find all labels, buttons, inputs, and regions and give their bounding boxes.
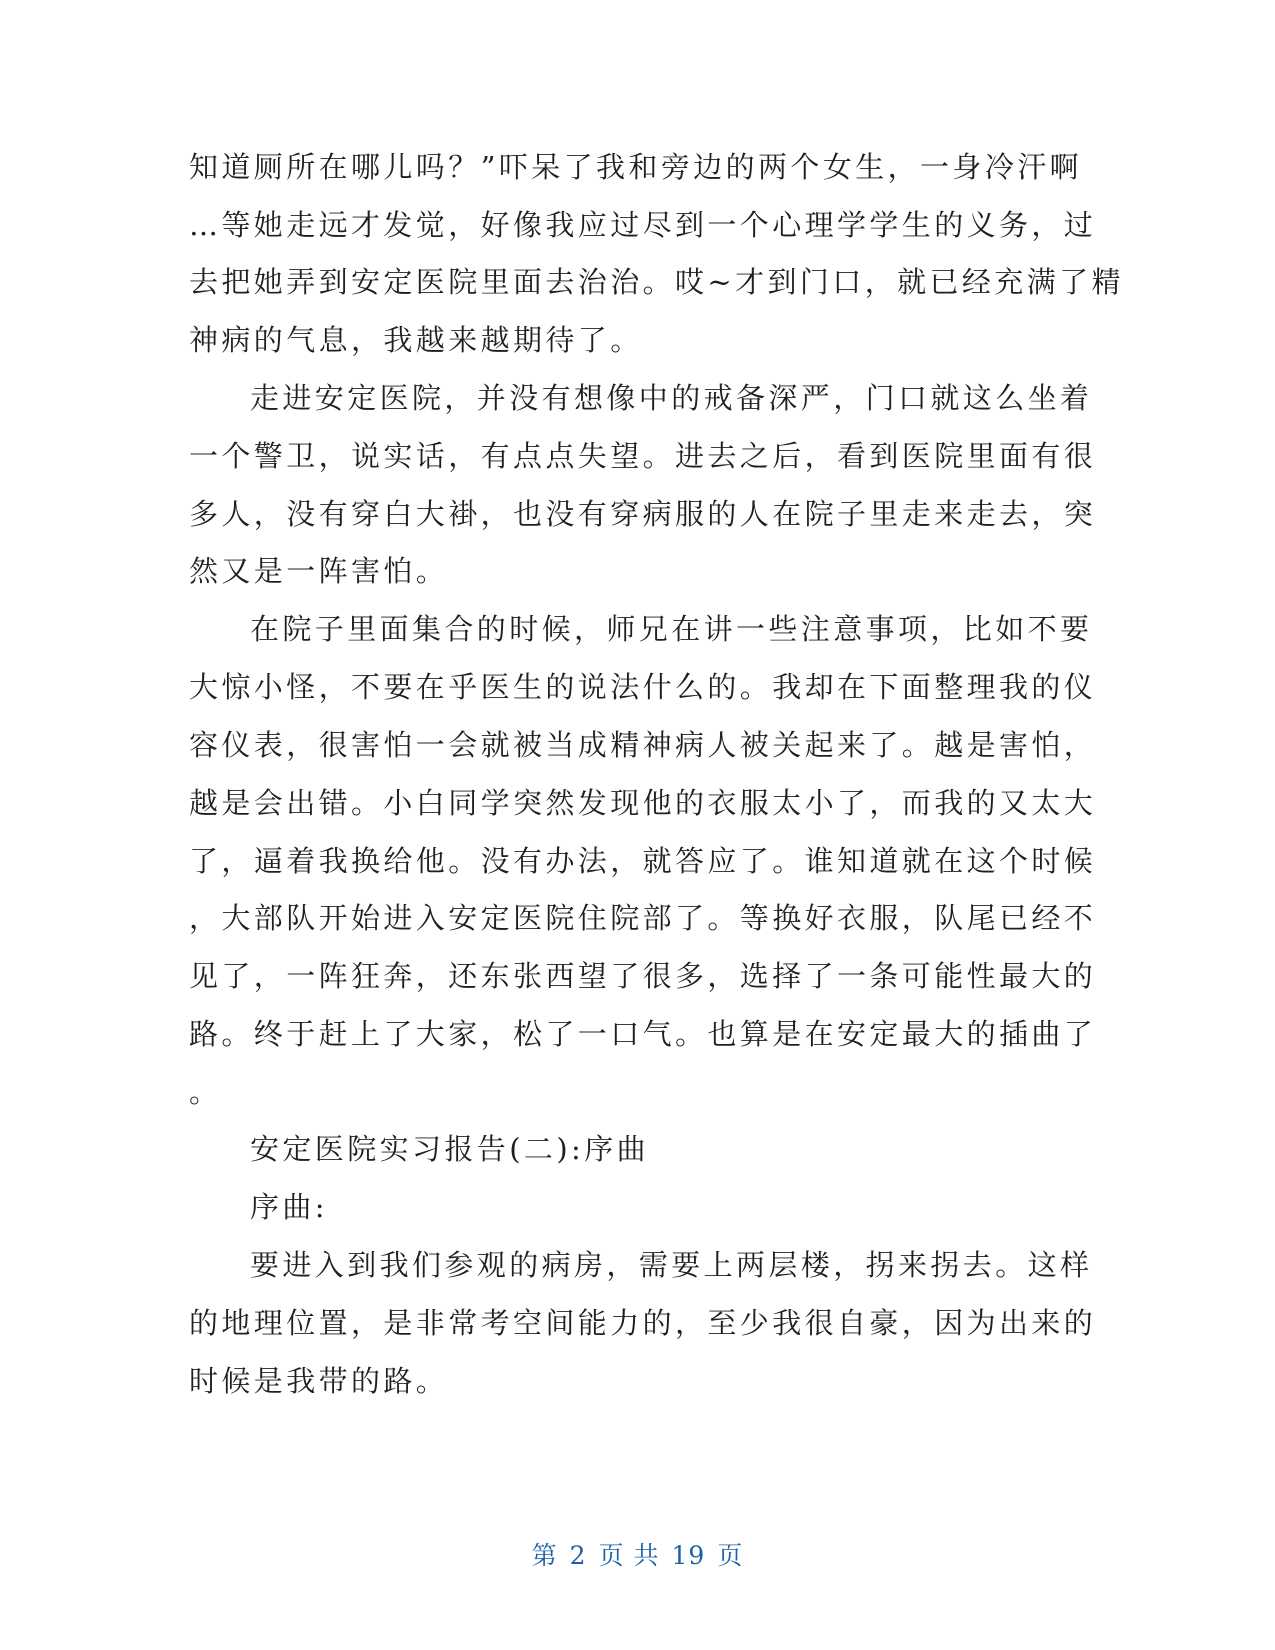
text-line: 神病的气息，我越来越期待了。 xyxy=(189,323,643,357)
text-line: …等她走远才发觉，好像我应过尽到一个心理学学生的义务，过 xyxy=(189,208,1097,242)
footer-prefix: 第 xyxy=(531,1541,558,1570)
page-footer xyxy=(0,1536,1275,1572)
text-line: 大惊小怪，不要在乎医生的说法什么的。我却在下面整理我的仪 xyxy=(189,670,1097,704)
section-heading: 安定医院实习报告(二):序曲 xyxy=(250,1132,649,1166)
text-line: 越是会出错。小白同学突然发现他的衣服太小了，而我的又太大 xyxy=(189,786,1097,820)
text-line: 。 xyxy=(189,1075,222,1109)
text-line: 一个警卫，说实话，有点点失望。进去之后，看到医院里面有很 xyxy=(189,439,1097,473)
current-page-number: 2 xyxy=(569,1541,587,1570)
text-line: 时候是我带的路。 xyxy=(189,1364,449,1398)
text-line: ，大部队开始进入安定医院住院部了。等换好衣服，队尾已经不 xyxy=(189,901,1097,935)
text-line: 路。终于赶上了大家，松了一口气。也算是在安定最大的插曲了 xyxy=(189,1017,1097,1051)
text-line: 多人，没有穿白大褂，也没有穿病服的人在院子里走来走去，突 xyxy=(189,497,1097,531)
text-line: 见了，一阵狂奔，还东张西望了很多，选择了一条可能性最大的 xyxy=(189,959,1097,993)
text-line: 的地理位置，是非常考空间能力的，至少我很自豪，因为出来的 xyxy=(189,1306,1097,1340)
text-line: 知道厕所在哪儿吗？”吓呆了我和旁边的两个女生，一身冷汗啊 xyxy=(189,150,1083,184)
paragraph-start-line: 在院子里面集合的时候，师兄在讲一些注意事项，比如不要 xyxy=(250,612,1093,646)
text-line: 了，逼着我换给他。没有办法，就答应了。谁知道就在这个时候 xyxy=(189,844,1097,878)
paragraph-start-line: 走进安定医院，并没有想像中的戒备深严，门口就这么坐着 xyxy=(250,381,1093,415)
footer-suffix: 页 xyxy=(717,1541,744,1570)
paragraph-start-line: 要进入到我们参观的病房，需要上两层楼，拐来拐去。这样 xyxy=(250,1248,1093,1282)
text-line: 然又是一阵害怕。 xyxy=(189,554,449,588)
footer-middle: 页 共 xyxy=(598,1541,660,1570)
subsection-label: 序曲: xyxy=(250,1190,328,1224)
text-line: 去把她弄到安定医院里面去治治。哎~才到门口，就已经充满了精 xyxy=(189,265,1124,299)
total-page-count: 19 xyxy=(671,1541,706,1570)
text-line: 容仪表，很害怕一会就被当成精神病人被关起来了。越是害怕， xyxy=(189,728,1097,762)
